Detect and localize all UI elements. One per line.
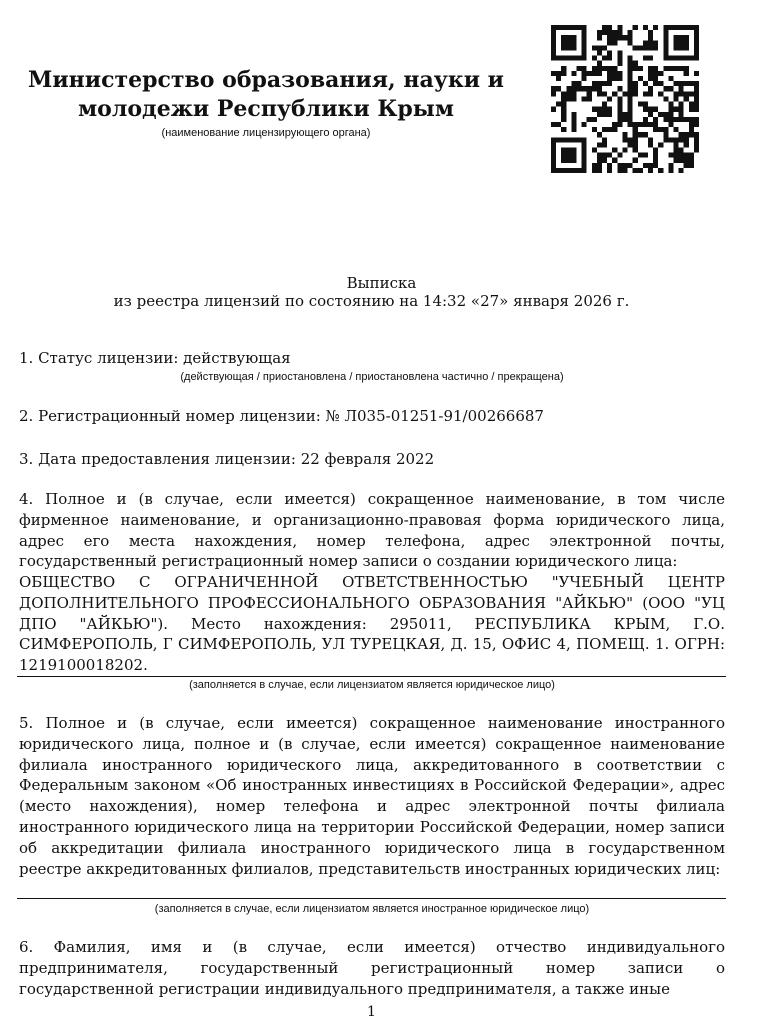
license-registration-number: 2. Регистрационный номер лицензии: № Л035-01251-91/00266687 [19, 407, 544, 425]
licensing-authority-name: Министерство образования, науки и молодежи Республики Крым [28, 67, 504, 122]
qr-code-icon [551, 25, 699, 173]
foreign-entity-underline [17, 898, 726, 899]
legal-entity-description: 4. Полное и (в случае, если имеется) сокращенное наименование, в том числе фирменное наименование, и организационно-правовая форма юридического лица, адрес его места нахождения, номер телефона, адрес электронной почты, государственный регистрационный номер записи о создании юридического лица: [19, 490, 725, 571]
document-subtitle: из реестра лицензий по состоянию на 14:32 «27» января 2026 г. [113, 292, 630, 310]
license-status: 1. Статус лицензии: действующая [19, 349, 291, 367]
foreign-entity-hint: (заполняется в случае, если лицензиатом является иностранное юридическое лицо) [154, 903, 590, 915]
foreign-entity-description: 5. Полное и (в случае, если имеется) сокращенное наименование иностранного юридического лица, полное и (в случае, если имеется) сокращенное наименование филиала иностранного юридического лица, аккредитованного в соответствии с Федеральным законом «Об иностранных инвестициях в Российской Федерации», адрес (место нахождения), номер телефона и адрес электронной почты филиала иностранного юридического лица на территории Российской Федерации, номер записи об аккредитации филиала иностранного юридического лица в государственном реестре аккредитованных филиалов, представительств иностранных юридических лиц: [19, 714, 725, 878]
licensing-authority-caption: (наименование лицензирующего органа) [161, 127, 371, 139]
legal-entity-value: ОБЩЕСТВО С ОГРАНИЧЕННОЙ ОТВЕТСТВЕННОСТЬЮ "УЧЕБНЫЙ ЦЕНТР ДОПОЛНИТЕЛЬНОГО ПРОФЕССИОНАЛЬНОГО ОБРАЗОВАНИЯ "АЙКЬЮ" (ООО "УЦ ДПО "АЙКЬЮ"). Место нахождения: 295011, РЕСПУБЛИКА КРЫМ, Г.О. СИМФЕРОПОЛЬ, Г СИМФЕРОПОЛЬ, УЛ ТУРЕЦКАЯ, Д. 15, ОФИС 4, ПОМЕЩ. 1. ОГРН: 1219100018202. [19, 573, 725, 675]
license-issue-date: 3. Дата предоставления лицензии: 22 февраля 2022 [19, 450, 435, 468]
individual-entrepreneur-description: 6. Фамилия, имя и (в случае, если имеется) отчество индивидуального предпринимателя, государственный регистрационный номер записи о государственной регистрации индивидуального предпринимателя, а также иные [19, 938, 725, 998]
document-title: Выписка [346, 274, 417, 292]
page-number: 1 [367, 1004, 376, 1020]
legal-entity-underline [17, 676, 726, 677]
legal-entity-hint: (заполняется в случае, если лицензиатом является юридическое лицо) [189, 679, 555, 691]
license-status-hint: (действующая / приостановлена / приостановлена частично / прекращена) [180, 371, 564, 383]
